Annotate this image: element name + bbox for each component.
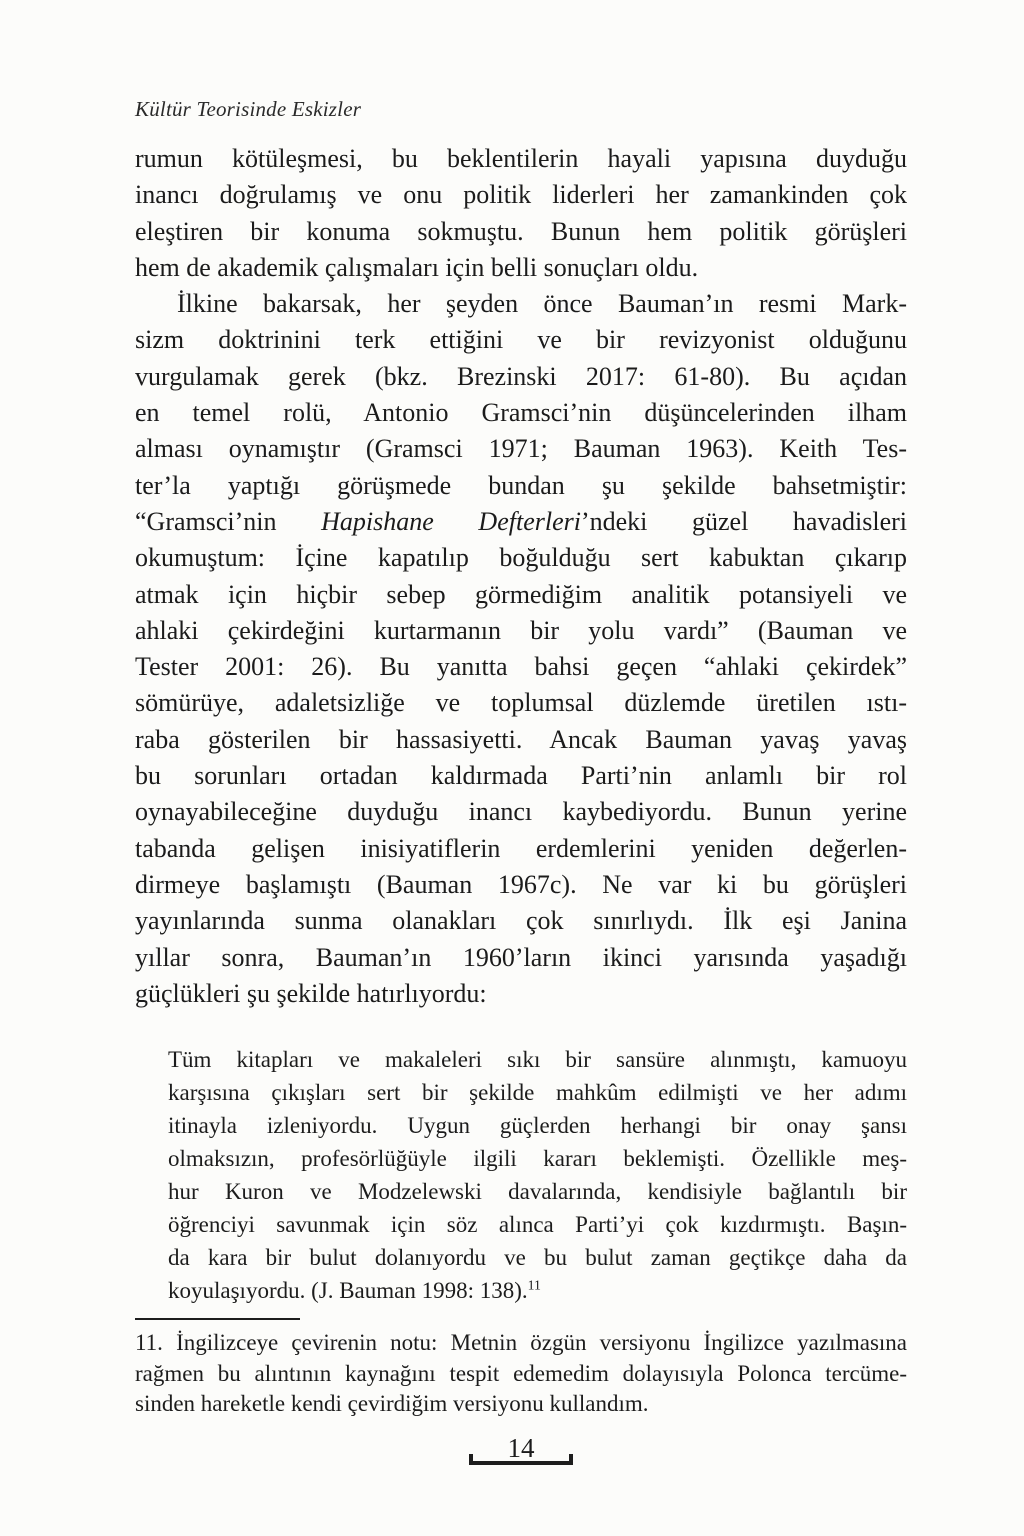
block-quote	[135, 1043, 907, 1307]
quote-line: da kara bir bulut dolanıyordu ve bu bulut zaman geçtikçe daha da	[168, 1245, 907, 1271]
text-line: vurgulamak gerek (bkz. Brezinski 2017: 61-80). Bu açıdan	[135, 361, 907, 391]
text-line: oynayabileceğine duyduğu inancı kaybediyordu. Bunun yerine	[135, 797, 907, 827]
quote-line: Tüm kitapları ve makaleleri sıkı bir sansüre alınmıştı, kamuoyu	[168, 1047, 907, 1073]
text-line: ahlaki çekirdeğini kurtarmanın bir yolu vardı” (Bauman ve	[135, 615, 907, 645]
text-block	[135, 0, 907, 1465]
text-line: en temel rolü, Antonio Gramsci’nin düşüncelerinden ilham	[135, 398, 907, 428]
footnote-line: sinden hareketle kendi çevirdiğim versiyonu kullandım.	[135, 1391, 649, 1417]
page-number-wrap	[463, 1433, 579, 1465]
text-line: yıllar sonra, Bauman’ın 1960’ların ikinci yarısında yaşadığı	[135, 942, 907, 972]
text-line: rumun kötüleşmesi, bu beklentilerin hayali yapısına duyduğu	[135, 144, 907, 173]
quote-line: itinayla izleniyordu. Uygun güçlerden herhangi bir onay şansı	[168, 1113, 907, 1139]
text-line: güçlükleri şu şekilde hatırlıyordu:	[135, 978, 487, 1008]
text-line: alması oynamıştır (Gramsci 1971; Bauman 1963). Keith Tes-	[135, 434, 907, 464]
footnote-line: rağmen bu alıntının kaynağını tespit edemedim dolayısıyla Polonca tercüme-	[135, 1360, 907, 1386]
text-line: ter’la yaptığı görüşmede bundan şu şekilde bahsetmiştir:	[135, 470, 907, 500]
quote-text: koyulaşıyordu. (J. Bauman 1998: 138).	[168, 1278, 528, 1304]
text-line: sizm doktrinini terk ettiğini ve bir revizyonist olduğunu	[135, 325, 907, 355]
text-line: hem de akademik çalışmaları için belli sonuçları oldu.	[135, 252, 699, 282]
text-line: tabanda gelişen inisiyatiflerin erdemlerini yeniden değerlen-	[135, 833, 907, 863]
footnote	[135, 1328, 907, 1420]
text-line: İlkine bakarsak, her şeyden önce Bauman’ın resmi Mark-	[177, 289, 907, 319]
quote-line-with-footnote-ref	[168, 1274, 907, 1307]
quote-line: karşısına çıkışları sert bir şekilde mahkûm edilmişti ve her adımı	[168, 1080, 907, 1106]
quote-line: olmaksızın, profesörlüğüyle ilgili kararı beklemişti. Özellikle meş-	[168, 1146, 907, 1172]
text-line: raba gösterilen bir hassasiyetti. Ancak Bauman yavaş yavaş	[135, 724, 907, 754]
footnote-separator	[135, 1318, 300, 1320]
footnote-reference: 11	[527, 1277, 541, 1293]
text-line: atmak için hiçbir sebep görmediğim analitik potansiyeli ve	[135, 579, 907, 609]
page-number: 14	[507, 1432, 535, 1463]
page-footer	[135, 1433, 907, 1465]
text-line: okumuştum: İçine kapatılıp boğulduğu sert kabuktan çıkarıp	[135, 543, 907, 573]
text-line: Tester 2001: 26). Bu yanıtta bahsi geçen “ahlaki çekirdek”	[135, 652, 907, 682]
text-line: sömürüye, adaletsizliğe ve toplumsal düzlemde üretilen ıstı-	[135, 688, 907, 718]
text-line-with-book-title	[135, 504, 907, 540]
text-line: yayınlarında sunma olanakları çok sınırlıydı. İlk eşi Janina	[135, 906, 907, 936]
quote-line: hur Kuron ve Modzelewski davalarında, kendisiyle bağlantılı bir	[168, 1179, 907, 1205]
quote-line: öğrenciyi savunmak için söz alınca Parti’yi çok kızdırmıştı. Başın-	[168, 1212, 907, 1238]
main-text	[135, 141, 907, 1012]
text-line: eleştiren bir konuma sokmuştu. Bunun hem politik görüşleri	[135, 216, 907, 246]
text-segment: “Gramsci’nin	[135, 506, 322, 536]
text-line: inancı doğrulamış ve onu politik liderleri her zamankinden çok	[135, 180, 907, 210]
footnote-line: 11. İngilizceye çevirenin notu: Metnin özgün versiyonu İngilizce yazılmasına	[135, 1330, 907, 1356]
text-line: dirmeye başlamıştı (Bauman 1967c). Ne var ki bu görüşleri	[135, 869, 907, 899]
text-segment: ’ndeki güzel havadisleri	[580, 506, 907, 536]
text-line: bu sorunları ortadan kaldırmada Parti’nin anlamlı bir rol	[135, 761, 907, 791]
running-header: Kültür Teorisinde Eskizler	[135, 97, 362, 121]
book-title-italic: Hapishane Defterleri	[321, 506, 581, 536]
